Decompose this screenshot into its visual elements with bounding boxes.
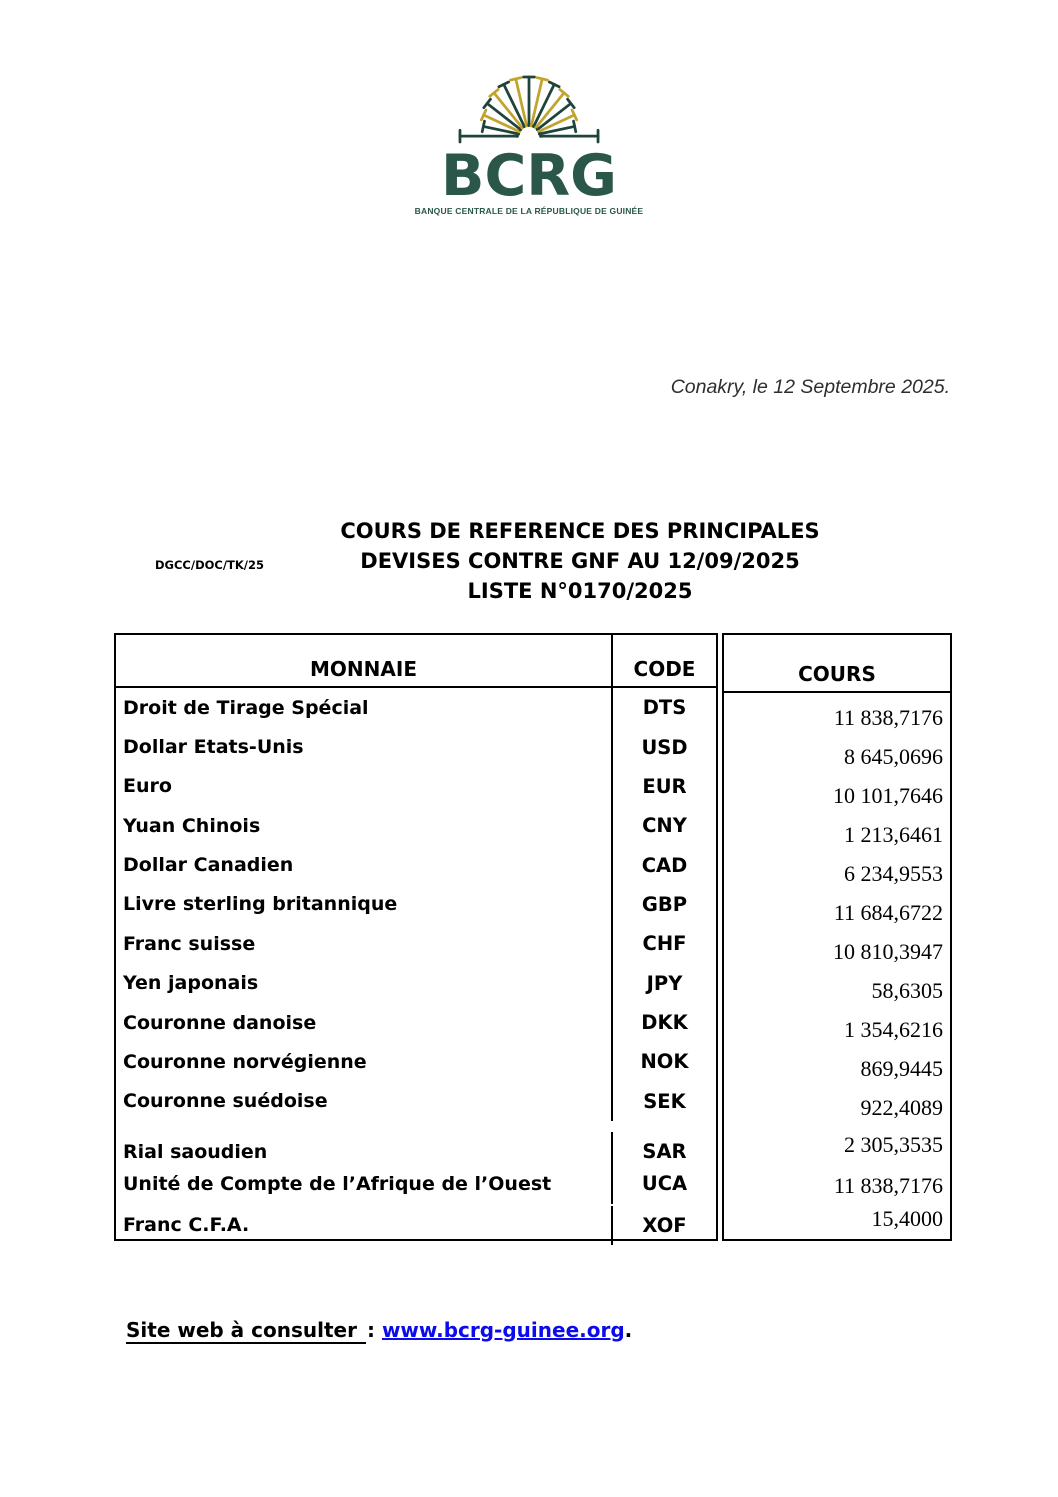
currency-code-cell: XOF [611,1206,716,1245]
table-left-box [114,633,718,1241]
footer [126,1318,632,1342]
currency-code-cell: USD [611,727,716,766]
currency-name-cell: Livre sterling britannique [123,893,398,916]
currency-name-cell: Couronne norvégienne [123,1050,367,1073]
rates-table [114,633,952,1241]
currency-rate-cell: 1 354,6216 [844,1016,943,1042]
title-line-3: LISTE N°0170/2025 [467,579,693,603]
currency-name-cell: Franc C.F.A. [123,1214,250,1237]
currency-name-cell: Couronne danoise [123,1011,317,1034]
table-row [116,964,716,1003]
currency-rate-cell: 11 838,7176 [833,1172,943,1198]
footer-period: . [624,1318,633,1342]
header-cours: COURS [724,635,950,693]
currency-code-cell: SAR [611,1132,716,1171]
currency-rate-cell: 8 645,0696 [844,743,943,769]
footer-label: Site web à consulter [126,1318,366,1344]
table-row [116,1160,716,1199]
currency-code-cell: CHF [611,924,716,963]
table-row [116,1042,716,1081]
header-code: CODE [611,635,716,686]
title-line-2: DEVISES CONTRE GNF AU 12/09/2025 [360,549,800,573]
table-row [116,1121,716,1164]
title-line-1: COURS DE REFERENCE DES PRINCIPALES [340,519,820,543]
table-row [116,1003,716,1042]
logo-rays-icon [450,74,608,145]
currency-rate-cell: 6 234,9553 [844,860,943,886]
bcrg-logo [0,0,1058,240]
dateline: Conakry, le 12 Septembre 2025. [670,376,950,398]
currency-name-cell: Euro [123,775,172,798]
currency-code-cell: GBP [611,885,716,924]
currency-name-cell: Couronne suédoise [123,1090,328,1113]
currency-rate-cell: 15,4000 [871,1205,943,1231]
table-body-left [116,688,716,1239]
footer-colon: : [366,1318,375,1342]
logo-tagline: BANQUE CENTRALE DE LA RÉPUBLIQUE DE GUINÉE [414,206,644,216]
table-row [116,1200,716,1239]
table-row [116,688,716,727]
currency-rate-cell: 58,6305 [871,977,943,1003]
currency-code-cell: DTS [611,688,716,727]
website-link[interactable]: www.bcrg-guinee.org [381,1318,625,1342]
currency-code-cell: CNY [611,806,716,845]
currency-rate-cell: 10 101,7646 [833,782,943,808]
currency-rate-cell: 11 838,7176 [833,704,943,730]
currency-rate-cell: 922,4089 [860,1094,943,1120]
currency-rate-cell: 869,9445 [860,1055,943,1081]
currency-code-cell: NOK [611,1042,716,1081]
currency-name-cell: Dollar Canadien [123,854,294,877]
currency-name-cell: Franc suisse [123,932,256,955]
currency-code-cell: SEK [611,1082,716,1121]
table-rates-box [722,633,952,1241]
header-monnaie: MONNAIE [310,657,417,681]
currency-rate-cell: 1 213,6461 [844,821,943,847]
currency-name-cell: Dollar Etats-Unis [123,736,304,759]
currency-rate-cell: 2 305,3535 [844,1131,943,1157]
table-row [116,1082,716,1121]
table-row [116,806,716,845]
currency-name-cell: Yen japonais [123,972,259,995]
currency-code-cell: DKK [611,1003,716,1042]
currency-name-cell: Droit de Tirage Spécial [123,696,369,719]
table-row [116,727,716,766]
table-row [116,885,716,924]
table-row [116,924,716,963]
currency-code-cell: CAD [611,845,716,884]
currency-code-cell: EUR [611,767,716,806]
currency-code-cell: JPY [611,964,716,1003]
currency-name-cell: Unité de Compte de l’Afrique de l’Ouest [123,1172,552,1195]
currency-code-cell: UCA [611,1164,716,1203]
table-row [116,767,716,806]
currency-name-cell: Yuan Chinois [123,814,261,837]
table-header-row [116,635,716,688]
reference-code: DGCC/DOC/TK/25 [155,558,264,572]
table-body-rates [724,693,950,1239]
currency-rate-cell: 10 810,3947 [833,938,943,964]
currency-name-cell: Rial saoudien [123,1140,268,1163]
logo-acronym: BCRG [441,143,617,209]
table-row [116,845,716,884]
currency-rate-cell: 11 684,6722 [833,899,943,925]
document-title [102,516,1058,606]
